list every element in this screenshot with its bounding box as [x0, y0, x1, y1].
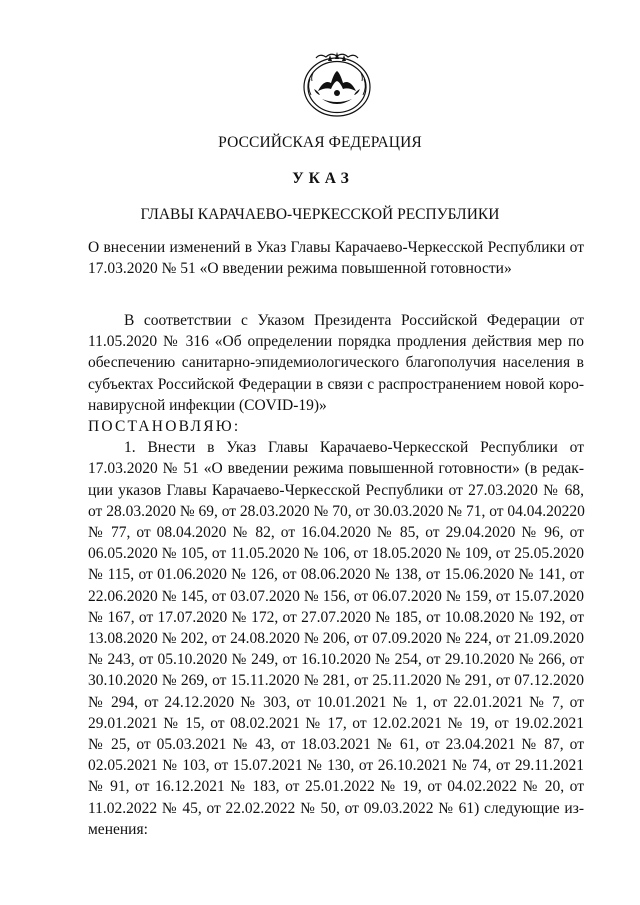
item-line: № 243, от 05.10.2020 № 249, от 16.10.2020 № 254, от 29.10.2020 № 266, от	[88, 651, 584, 669]
preamble-line: 11.05.2020 № 316 «Об определении порядка продления действия мер по	[88, 333, 584, 351]
item-line: 1. Внести в Указ Главы Карачаево-Черкесской Республики от	[124, 439, 584, 457]
item-line: ции указов Главы Карачаево-Черкесской Республики от 27.03.2020 № 68,	[88, 481, 584, 499]
item-line: 30.10.2020 № 269, от 15.11.2020 № 281, от 25.11.2020 № 291, от 07.12.2020	[88, 672, 584, 690]
preamble-paragraph	[88, 310, 584, 416]
preamble-line: навирусной инфекции (COVID-19)»	[88, 396, 327, 414]
preamble-line: субъектах Российской Федерации в связи с распространением новой коро-	[88, 375, 584, 393]
subject-line: 17.03.2020 № 51 «О введении режима повышенной готовности»	[88, 260, 512, 277]
item-line: 17.03.2020 № 51 «О введении режима повышенной готовности» (в редак-	[88, 460, 584, 478]
item-line: 11.02.2022 № 45, от 22.02.2022 № 50, от 09.03.2022 № 61) следующие из-	[88, 799, 584, 817]
item-line: № 91, от 16.12.2021 № 183, от 25.01.2022 № 19, от 04.02.2022 № 20, от	[88, 778, 584, 796]
item-line: № 294, от 24.12.2020 № 303, от 10.01.2021 № 1, от 22.01.2021 № 7, от	[88, 693, 584, 711]
item-line: № 77, от 08.04.2020 № 82, от 16.04.2020 № 85, от 29.04.2020 № 96, от	[88, 524, 584, 542]
preamble-line: обеспечению санитарно-эпидемиологического благополучия населения в	[88, 354, 584, 372]
preamble-line: В соответствии с Указом Президента Российской Федерации от	[124, 312, 584, 329]
subject-line: О внесении изменений в Указ Главы Карачаево-Черкесской Республики от	[88, 239, 584, 256]
item-1-paragraph	[88, 437, 584, 840]
coat-of-arms-emblem	[298, 49, 376, 119]
issuer-title: ГЛАВЫ КАРАЧАЕВО-ЧЕРКЕССКОЙ РЕСПУБЛИКИ	[140, 206, 500, 223]
resolve-heading: ПОСТАНОВЛЯЮ:	[88, 418, 241, 436]
item-line: № 115, от 01.06.2020 № 126, от 08.06.2020 № 138, от 15.06.2020 № 141, от	[88, 566, 584, 584]
item-line: 02.05.2021 № 103, от 15.07.2021 № 130, от 26.10.2021 № 74, от 29.11.2021	[88, 757, 584, 775]
item-line: 13.08.2020 № 202, от 24.08.2020 № 206, от 07.09.2020 № 224, от 21.09.2020	[88, 630, 584, 648]
item-line: от 28.03.2020 № 69, от 28.03.2020 № 70, от 30.03.2020 № 71, от 04.04.20220	[88, 502, 585, 520]
document-subject	[88, 237, 584, 279]
item-line: № 25, от 05.03.2021 № 43, от 18.03.2021 № 61, от 23.04.2021 № 87, от	[88, 736, 584, 754]
item-line: 06.05.2020 № 105, от 11.05.2020 № 106, от 18.05.2020 № 109, от 25.05.2020	[88, 545, 584, 563]
item-line: менения:	[88, 820, 148, 838]
country-title: РОССИЙСКАЯ ФЕДЕРАЦИЯ	[218, 134, 422, 151]
item-line: 22.06.2020 № 145, от 03.07.2020 № 156, от 06.07.2020 № 159, от 15.07.2020	[88, 587, 584, 605]
item-line: 29.01.2021 № 15, от 08.02.2021 № 17, от 12.02.2021 № 19, от 19.02.2021	[88, 714, 584, 732]
document-type-title: УКАЗ	[292, 170, 354, 187]
item-line: № 167, от 17.07.2020 № 172, от 27.07.2020 № 185, от 10.08.2020 № 192, от	[88, 608, 584, 626]
document-body	[88, 310, 584, 840]
